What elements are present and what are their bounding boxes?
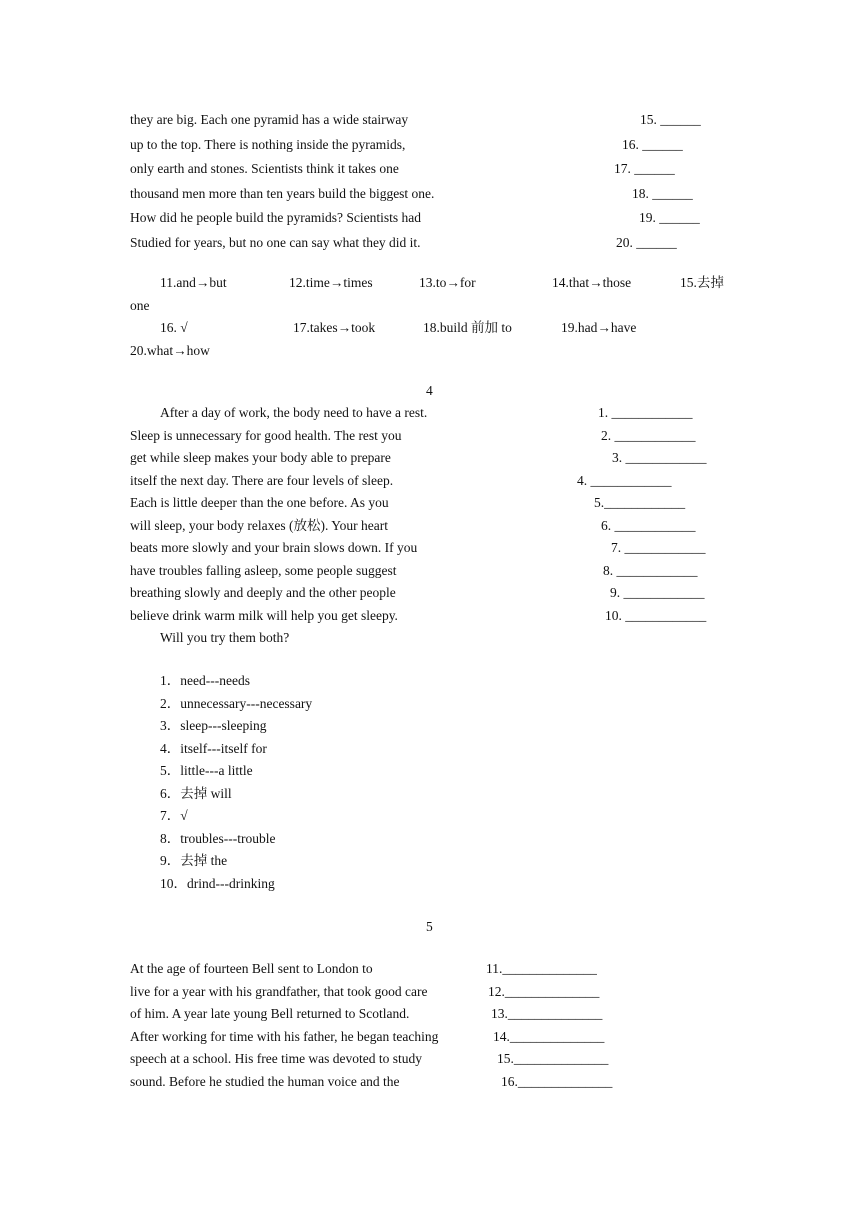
answer-item: 9．去掉 the <box>160 853 228 868</box>
passage-line: speech at a school. His free time was devoted to study <box>130 1051 423 1066</box>
answer-blank: 14.______________ <box>493 1029 605 1044</box>
answer-item: 17.takes→took <box>293 320 376 335</box>
answer-blank: 16. ______ <box>622 137 683 152</box>
answer-blank: 9. ____________ <box>610 585 705 600</box>
answer-item: 2．unnecessary---necessary <box>160 696 313 711</box>
passage-line: live for a year with his grandfather, that took good care <box>130 984 428 999</box>
passage-line: Studied for years, but no one can say what they did it. <box>130 235 421 250</box>
answer-blank: 3. ____________ <box>612 450 707 465</box>
passage-line: will sleep, your body relaxes (放松). Your heart <box>130 518 388 533</box>
answer-blank: 16.______________ <box>501 1074 613 1089</box>
answer-item: 13.to→for <box>419 275 476 290</box>
passage-line: breathing slowly and deeply and the other people <box>130 585 396 600</box>
answer-blank: 12.______________ <box>488 984 600 999</box>
answer-item: 18.build 前加 to <box>423 320 512 335</box>
answer-blank: 1. ____________ <box>598 405 693 420</box>
answer-blank: 19. ______ <box>639 210 700 225</box>
passage-line: Each is little deeper than the one before. As you <box>130 495 389 510</box>
answer-item: 10．drind---drinking <box>160 876 275 891</box>
answer-item: 16. √ <box>160 320 188 335</box>
answer-item: one <box>130 298 150 313</box>
passage-line: Sleep is unnecessary for good health. The rest you <box>130 428 402 443</box>
answer-item: 11.and→but <box>160 275 227 290</box>
answer-blank: 5.____________ <box>594 495 686 510</box>
answer-item: 14.that→those <box>552 275 632 290</box>
passage-line: At the age of fourteen Bell sent to London to <box>130 961 373 976</box>
answer-item: 12.time→times <box>289 275 373 290</box>
passage-line: After a day of work, the body need to have a rest. <box>160 405 428 420</box>
answer-blank: 6. ____________ <box>601 518 696 533</box>
answer-blank: 18. ______ <box>632 186 693 201</box>
passage-line: they are big. Each one pyramid has a wide stairway <box>130 112 409 127</box>
answer-item: 5．little---a little <box>160 763 253 778</box>
answer-blank: 8. ____________ <box>603 563 698 578</box>
answer-blank: 15. ______ <box>640 112 701 127</box>
passage-line: sound. Before he studied the human voice and the <box>130 1074 400 1089</box>
passage-closing: Will you try them both? <box>160 630 290 645</box>
answer-blank: 20. ______ <box>616 235 677 250</box>
passage-line: believe drink warm milk will help you get sleepy. <box>130 608 398 623</box>
answer-item: 7．√ <box>160 808 188 823</box>
answer-item: 4．itself---itself for <box>160 741 267 756</box>
passage-line: After working for time with his father, he began teaching <box>130 1029 439 1044</box>
passage-line: of him. A year late young Bell returned to Scotland. <box>130 1006 410 1021</box>
passage-line: only earth and stones. Scientists think it takes one <box>130 161 399 176</box>
answer-blank: 13.______________ <box>491 1006 603 1021</box>
passage-line: itself the next day. There are four levels of sleep. <box>130 473 394 488</box>
answer-item: 1．need---needs <box>160 673 250 688</box>
passage-line: up to the top. There is nothing inside the pyramids, <box>130 137 406 152</box>
answer-item: 19.had→have <box>561 320 637 335</box>
answer-blank: 4. ____________ <box>577 473 672 488</box>
answer-blank: 10. ____________ <box>605 608 707 623</box>
answer-blank: 17. ______ <box>614 161 675 176</box>
passage-line: thousand men more than ten years build the biggest one. <box>130 186 435 201</box>
answer-item: 15.去掉 <box>680 275 724 290</box>
section-number: 4 <box>426 383 433 398</box>
passage-line: get while sleep makes your body able to prepare <box>130 450 391 465</box>
answer-item: 20.what→how <box>130 343 210 358</box>
passage-line: beats more slowly and your brain slows down. If you <box>130 540 418 555</box>
answer-blank: 11.______________ <box>486 961 597 976</box>
passage-line: How did he people build the pyramids? Scientists had <box>130 210 421 225</box>
answer-item: 8．troubles---trouble <box>160 831 276 846</box>
answer-item: 3．sleep---sleeping <box>160 718 267 733</box>
answer-blank: 2. ____________ <box>601 428 696 443</box>
answer-item: 6．去掉 will <box>160 786 232 801</box>
answer-blank: 15.______________ <box>497 1051 609 1066</box>
section-number: 5 <box>426 919 433 934</box>
passage-line: have troubles falling asleep, some people suggest <box>130 563 397 578</box>
answer-blank: 7. ____________ <box>611 540 706 555</box>
